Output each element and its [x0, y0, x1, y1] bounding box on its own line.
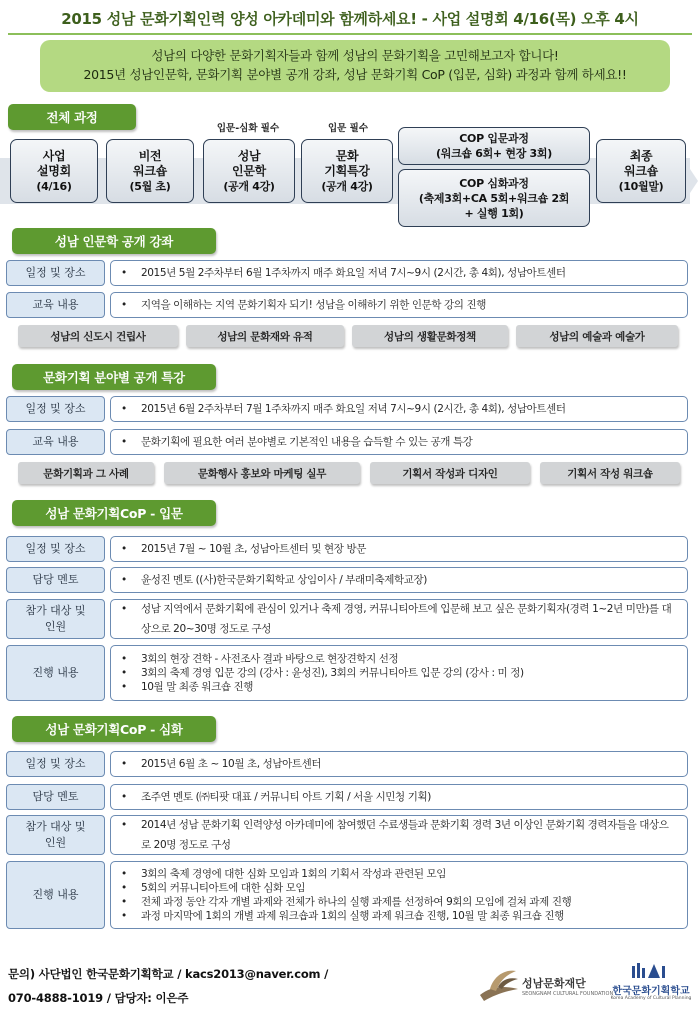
process-arrow-head — [684, 160, 698, 202]
intro-banner — [40, 40, 670, 92]
cop-intro-l1: COP 입문과정 — [459, 132, 529, 145]
lectures-topic-1: 문화기획과 그 사례 — [18, 462, 154, 484]
foundation-name: 성남문화재단 — [522, 977, 586, 990]
cop-adv-schedule-label: 일정 및 장소 — [6, 751, 105, 777]
cop-intro-progress-item-2: • 3회의 축제 경영 입문 강의 (강사 : 윤성진), 3회의 커뮤니티아트 입문 강의 (강사 : 미 정) — [121, 666, 677, 680]
cop-adv-progress-item-1: • 3회의 축제 경영에 대한 심화 모임과 1회의 기획서 작성과 관련된 모임 — [121, 867, 677, 881]
foundation-emblem-icon — [476, 965, 522, 1005]
step-lectures-l1: 문화 — [335, 148, 359, 163]
cop-adv-target-label — [6, 815, 105, 855]
step-final-workshop — [596, 139, 686, 203]
lectures-topic-4: 기획서 작성 워크숍 — [540, 462, 680, 484]
step-briefing — [10, 139, 98, 203]
step-briefing-l1: 사업 — [42, 148, 66, 163]
cop-adv-schedule-content — [110, 751, 688, 777]
lectures-schedule-content — [110, 396, 688, 422]
cop-intro-schedule-text: • 2015년 7월 ~ 10월 초, 성남아트센터 및 현장 방문 — [121, 542, 677, 556]
humanities-topic-1: 성남의 신도시 건립사 — [18, 325, 178, 347]
cop-intro-mentor-label: 담당 멘토 — [6, 567, 105, 593]
cop-adv-target-text: • 2014년 성남 문화기획 인력양성 아카데미에 참여했던 수료생들과 문화기획 경력 3년 이상인 문화기획 경력자들을 대상으로 20명 정도로 구성 — [121, 815, 677, 855]
cop-intro-target-content — [110, 599, 688, 639]
cop-intro-schedule-label: 일정 및 장소 — [6, 536, 105, 562]
step-briefing-l2: 설명회 — [37, 163, 71, 178]
step-humanities-count: (공개 4강) — [223, 179, 275, 193]
step-vision-workshop — [106, 139, 194, 203]
cop-adv-l2: (축제3회+CA 5회+워크숍 2회 — [418, 191, 570, 205]
humanities-topic-4: 성남의 예술과 예술가 — [516, 325, 678, 347]
step-humanities-l2: 인문학 — [232, 163, 266, 178]
step-planning-lectures — [301, 139, 393, 203]
lectures-topic-2: 문화행사 홍보와 마케팅 실무 — [164, 462, 360, 484]
step-final-l1: 최종 — [629, 148, 653, 163]
cop-adv-l3: + 실행 1회) — [464, 206, 524, 220]
cop-intro-progress-content — [110, 645, 688, 701]
academy-name: 한국문화기획학교 — [612, 986, 690, 997]
section-cop-advanced-header: 성남 문화기획CoP - 심화 — [12, 716, 216, 742]
lectures-content-text: • 문화기획에 필요한 여러 분야별로 기본적인 내용을 습득할 수 있는 공개 특강 — [121, 435, 677, 449]
cop-intro-mentor-content — [110, 567, 688, 593]
step-humanities — [203, 139, 295, 203]
cop-adv-target-content — [110, 815, 688, 855]
cop-adv-mentor-label: 담당 멘토 — [6, 784, 105, 810]
cop-adv-progress-item-3: • 전체 과정 동안 각자 개별 과제와 전체가 하나의 실행 과제를 선정하여 9회의 모임에 걸쳐 과제 진행 — [121, 895, 677, 909]
intro-line-2: 2015년 성남인문학, 문화기획 분야별 공개 강좌, 성남 문화기획 CoP (입문, 심화) 과정과 함께 하세요!! — [83, 67, 627, 82]
cop-intro-mentor-text: • 윤성진 멘토 ((사)한국문화기획학교 상임이사 / 부래미축제학교장) — [121, 573, 677, 587]
cop-intro-target-label-l2: 인원 — [44, 620, 67, 633]
lectures-schedule-label: 일정 및 장소 — [6, 396, 105, 422]
cop-adv-target-label-l1: 참가 대상 및 — [25, 820, 86, 833]
cop-adv-mentor-content — [110, 784, 688, 810]
cop-adv-progress-item-2: • 5회의 커뮤니티아트에 대한 심화 모임 — [121, 881, 677, 895]
cop-adv-progress-content — [110, 861, 688, 929]
cop-adv-progress-label: 진행 내용 — [6, 861, 105, 929]
cop-adv-schedule-text: • 2015년 6월 초 ~ 10월 초, 성남아트센터 — [121, 757, 677, 771]
korea-academy-logo — [606, 962, 696, 1008]
step-humanities-l1: 성남 — [237, 148, 261, 163]
seongnam-foundation-logo — [476, 963, 614, 1007]
cop-intro-target-label — [6, 599, 105, 639]
step-note-humanities: 입문-심화 필수 — [216, 123, 280, 134]
cop-intro-target-text: • 성남 지역에서 문화기획에 관심이 있거나 축제 경영, 커뮤니티아트에 입문해 보고 싶은 문화기획자(경력 1~2년 미만)를 대상으로 20~30명 정도로 구성 — [121, 599, 677, 639]
humanities-schedule-content — [110, 260, 688, 286]
cop-intro-progress-item-1: • 3회의 현장 견학 - 사전조사 결과 바탕으로 현장견학지 선정 — [121, 652, 677, 666]
cop-intro-progress-item-3: • 10월 말 최종 워크숍 진행 — [121, 680, 677, 694]
overview-header: 전체 과정 — [8, 104, 136, 130]
step-lectures-count: (공개 4강) — [321, 179, 373, 193]
step-final-date: (10월말) — [618, 179, 664, 193]
title-divider — [8, 33, 692, 35]
step-note-lectures: 입문 필수 — [327, 123, 368, 134]
academy-emblem-icon — [630, 962, 670, 980]
lectures-content-label: 교육 내용 — [6, 429, 105, 455]
step-cop-intro — [398, 127, 590, 165]
humanities-content-label: 교육 내용 — [6, 292, 105, 318]
step-lectures-l2: 기획특강 — [324, 163, 370, 178]
cop-intro-progress-label: 진행 내용 — [6, 645, 105, 701]
lectures-topic-3: 기획서 작성과 디자인 — [370, 462, 530, 484]
step-vision-l2: 워크숍 — [133, 163, 167, 178]
lectures-schedule-text: • 2015년 6월 2주차부터 7월 1주차까지 매주 화요일 저녁 7시~9시 (2시간, 총 4회), 성남아트센터 — [121, 402, 677, 416]
cop-adv-progress-item-4: • 과정 마지막에 1회의 개별 과제 워크숍과 1회의 실행 과제 워크숍 진행, 10월 말 최종 워크숍 진행 — [121, 909, 677, 923]
lectures-content-content — [110, 429, 688, 455]
humanities-topic-3: 성남의 생활문화정책 — [352, 325, 508, 347]
contact-line-2: 070-4888-1019 / 담당자: 이은주 — [8, 991, 189, 1005]
cop-adv-l1: COP 심화과정 — [459, 176, 529, 190]
step-cop-advanced — [398, 169, 590, 227]
cop-adv-target-label-l2: 인원 — [44, 836, 67, 849]
page-title: 2015 성남 문화기획인력 양성 아카데미와 함께하세요! - 사업 설명회 4/16(목) 오후 4시 — [61, 10, 639, 28]
humanities-content-text: • 지역을 이해하는 지역 문화기획자 되기! 성남을 이해하기 위한 인문학 강의 진행 — [121, 298, 677, 312]
foundation-name-en: SEONGNAM CULTURAL FOUNDATION — [522, 991, 614, 997]
intro-line-1: 성남의 다양한 문화기획자들과 함께 성남의 문화기획을 고민해보고자 합니다! — [151, 48, 559, 63]
cop-intro-target-label-l1: 참가 대상 및 — [25, 604, 86, 617]
step-final-l2: 워크숍 — [624, 163, 658, 178]
step-vision-date: (5월 초) — [129, 179, 171, 193]
contact-line-1: 문의) 사단법인 한국문화기획학교 / kacs2013@naver.com / — [8, 967, 329, 981]
cop-intro-l2: (워크숍 6회+ 현장 3회) — [436, 147, 552, 160]
cop-intro-schedule-content — [110, 536, 688, 562]
academy-name-en: Korea Academy of Cultural Planning — [610, 996, 692, 1001]
section-cop-intro-header: 성남 문화기획CoP - 입문 — [12, 500, 216, 526]
humanities-schedule-label: 일정 및 장소 — [6, 260, 105, 286]
section-humanities-header: 성남 인문학 공개 강좌 — [12, 228, 216, 254]
step-briefing-date: (4/16) — [36, 179, 72, 193]
humanities-schedule-text: • 2015년 5월 2주차부터 6월 1주차까지 매주 화요일 저녁 7시~9시 (2시간, 총 4회), 성남아트센터 — [121, 266, 677, 280]
humanities-content-content — [110, 292, 688, 318]
cop-adv-mentor-text: • 조주연 멘토 (㈜티팟 대표 / 커뮤니티 아트 기획 / 서울 시민청 기획) — [121, 790, 677, 804]
section-lectures-header: 문화기획 분야별 공개 특강 — [12, 364, 216, 390]
humanities-topic-2: 성남의 문화재와 유적 — [186, 325, 344, 347]
step-vision-l1: 비전 — [138, 148, 162, 163]
